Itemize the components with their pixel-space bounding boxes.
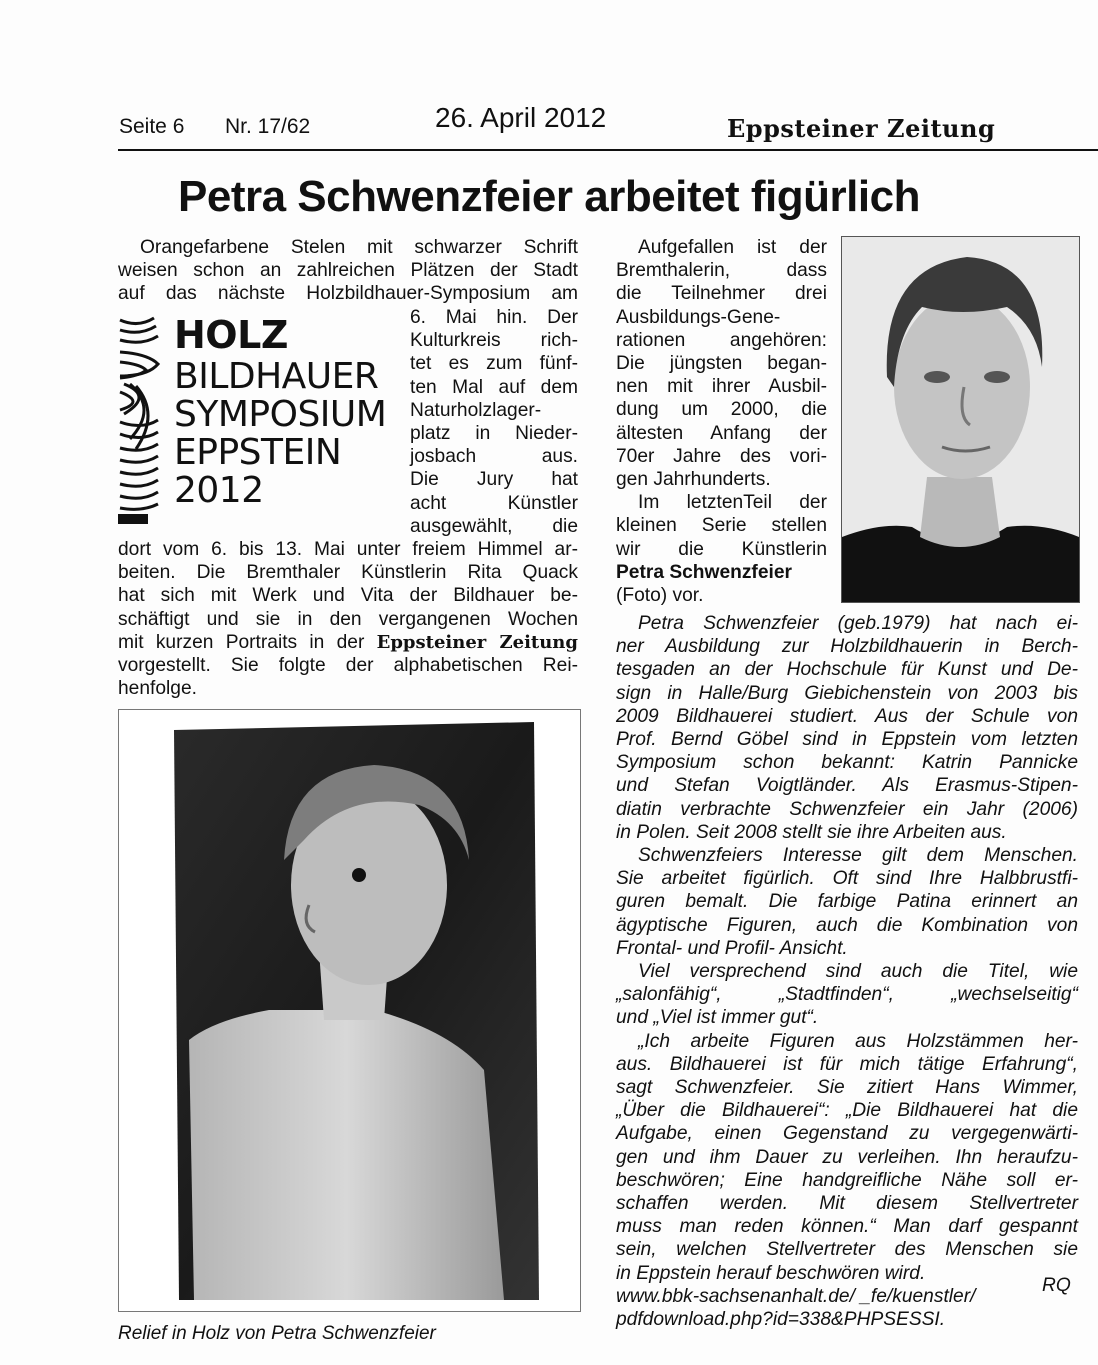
logo-bildhauer: BILDHAUER (174, 356, 379, 397)
text-line: und „Viel ist immer gut“. (616, 1007, 819, 1029)
text-line: Die jüngsten began- (616, 353, 827, 375)
text-line: in Polen. Seit 2008 stellt sie ihre Arbeiten aus. (616, 821, 1007, 843)
text-line: Symposium schon bekannt: Katrin Pannicke (616, 752, 1078, 774)
author-initials: RQ (1042, 1275, 1071, 1296)
fingerprint-icon (118, 314, 160, 524)
text-line: Kulturkreis rich- (410, 330, 578, 352)
logo-eppstein: EPPSTEIN (174, 432, 342, 473)
column-1 (118, 236, 578, 306)
text-line: und Stefan Voigtländer. Als Erasmus-Stipen- (616, 775, 1078, 797)
masthead-inline: Eppsteiner Zeitung (376, 631, 578, 653)
text-line: 2009 Bildhauerei studiert. Aus der Schule von (616, 705, 1078, 727)
text-line: schaffen werden. Mit diesem Stellvertreter (616, 1193, 1078, 1215)
text-line: Aufgefallen ist der (638, 237, 827, 258)
text-line: acht Künstler (410, 492, 578, 514)
column-1-continued (118, 538, 578, 700)
text-line: beschwören; Eine handgreifliche Nähe soll er- (616, 1169, 1078, 1191)
text-line: „Über die Bildhauerei“: „Die Bildhauerei hat die (616, 1100, 1078, 1122)
text-line: wir die Künstlerin (616, 538, 827, 560)
text-line: www.bbk-sachsenanhalt.de/ _fe/kuenstler/ (616, 1285, 976, 1307)
text-line: henfolge. (118, 678, 197, 700)
text-line: Prof. Bernd Göbel sind in Eppstein vom letzten (616, 729, 1078, 751)
text-line: die Teilnehmer drei (616, 283, 827, 305)
portraits-line: mit kurzen Portraits in der Eppsteiner Zeitung (118, 631, 578, 653)
text-line: Viel versprechend sind auch die Titel, wie (638, 961, 1078, 983)
text-line: diatin verbrachte Schwenzfeier ein Jahr (2006) (616, 798, 1078, 820)
article-headline: Petra Schwenzfeier arbeitet figürlich (178, 172, 920, 221)
column-2 (616, 236, 827, 607)
text-line: gen Jahrhunderts. (616, 469, 771, 491)
text-line: tet es zum fünf- (410, 353, 578, 375)
text-line: ältesten Anfang der (616, 422, 827, 444)
logo-holz: HOLZ (174, 313, 288, 357)
text-line: Petra Schwenzfeier (geb.1979) hat nach ei- (638, 613, 1078, 634)
text-line: sagt Schwenzfeier. Sie zitiert Hans Wimmer, (616, 1077, 1078, 1099)
portrait-image (842, 237, 1079, 602)
text-line: auf das nächste Holzbildhauer-Symposium am (118, 283, 578, 305)
text-line: Schwenzfeiers Interesse gilt dem Menschen. (638, 845, 1078, 867)
text-line: ausgewählt, die (410, 515, 578, 537)
text-line: vorgestellt. Sie folgte der alphabetischen Rei- (118, 655, 578, 677)
text-line: muss man reden können.“ Man darf gespannt (616, 1216, 1078, 1238)
text-line: „salonfähig“, „Stadtfinden“, „wechselseitig“ (616, 984, 1078, 1006)
artist-portrait (841, 236, 1080, 603)
text-line: josbach aus. (410, 446, 578, 468)
text-line: Aufgabe, einen Gegenstand zu vergegenwärti- (616, 1123, 1078, 1145)
text-line: Bremthalerin, dass (616, 260, 827, 282)
text-line: rationen angehören: (616, 329, 827, 351)
text-line: guren bemalt. Die farbige Patina erinnert an (616, 891, 1078, 913)
text-line: tesgaden an der Hochschule für Kunst und De- (616, 659, 1078, 681)
column-1-beside-logo (410, 306, 578, 538)
text-line: ägyptische Figuren, auch die Kombination von (616, 914, 1078, 936)
text-line: Sie arbeitet figürlich. Oft sind Ihre Halbbrustfi- (616, 868, 1078, 890)
text-line: sein, welchen Stellvertreter des Menschen sie (616, 1239, 1078, 1261)
text-line: Im letztenTeil der (638, 492, 827, 514)
text-line: pdfdownload.php?id=338&PHPSESSI. (616, 1309, 946, 1331)
text-line: in Eppstein herauf beschwören wird. (616, 1262, 926, 1284)
header-rule (118, 149, 1098, 151)
text-line: sign in Halle/Burg Giebichenstein von 2003 bis (616, 682, 1078, 704)
symposium-logo (118, 314, 408, 524)
text-line: Naturholzlager- (410, 399, 542, 421)
logo-year: 2012 (174, 470, 264, 511)
text-line: 6. Mai hin. Der (410, 307, 578, 328)
issue-date: 26. April 2012 (435, 102, 607, 133)
text-line: Ausbildungs-Gene- (616, 306, 781, 328)
text-line: ner Ausbildung zur Holzbildhauerin in Berch- (616, 636, 1078, 658)
artist-name: Petra Schwenzfeier (616, 561, 792, 583)
text-line: Frontal- und Profil- Ansicht. (616, 937, 848, 959)
text-line: beiten. Die Bremthaler Künstlerin Rita Quack (118, 562, 578, 584)
text-line: aus. Bildhauerei ist für mich tätige Erfahrung“, (616, 1053, 1078, 1075)
logo-symposium: SYMPOSIUM (174, 394, 387, 435)
text-line: platz in Nieder- (410, 423, 578, 445)
text-line: ten Mal auf dem (410, 376, 578, 398)
text-line: gen und ihm Dauer zu verleihen. Ihn heraufzu- (616, 1146, 1078, 1168)
masthead: Eppsteiner Zeitung (727, 114, 996, 143)
relief-image (119, 710, 580, 1311)
text-line: „Ich arbeite Figuren aus Holzstämmen her- (638, 1030, 1078, 1052)
text-line: nen mit ihrer Ausbil- (616, 376, 827, 398)
photo-caption: Relief in Holz von Petra Schwenzfeier (118, 1323, 436, 1344)
page-number: Seite 6 (119, 115, 185, 138)
text-line: schäftigt und sie in den vergangenen Wochen (118, 608, 578, 630)
column-2-end: (Foto) vor. (616, 585, 704, 607)
text-line: dort vom 6. bis 13. Mai unter freiem Himmel ar- (118, 539, 578, 560)
text-line: Orangefarbene Stelen mit schwarzer Schrift (140, 237, 578, 258)
text-line: kleinen Serie stellen (616, 515, 827, 537)
column-right (616, 612, 1078, 1331)
text-line: dung um 2000, die (616, 399, 827, 421)
text-line: hat sich mit Werk und Vita der Bildhauer be- (118, 585, 578, 607)
issue-number: Nr. 17/62 (225, 115, 311, 138)
relief-photo (118, 709, 581, 1312)
text-line: Die Jury hat (410, 469, 578, 491)
text-line: weisen schon an zahlreichen Plätzen der Stadt (118, 260, 578, 282)
text-line: 70er Jahre des vori- (616, 445, 827, 467)
